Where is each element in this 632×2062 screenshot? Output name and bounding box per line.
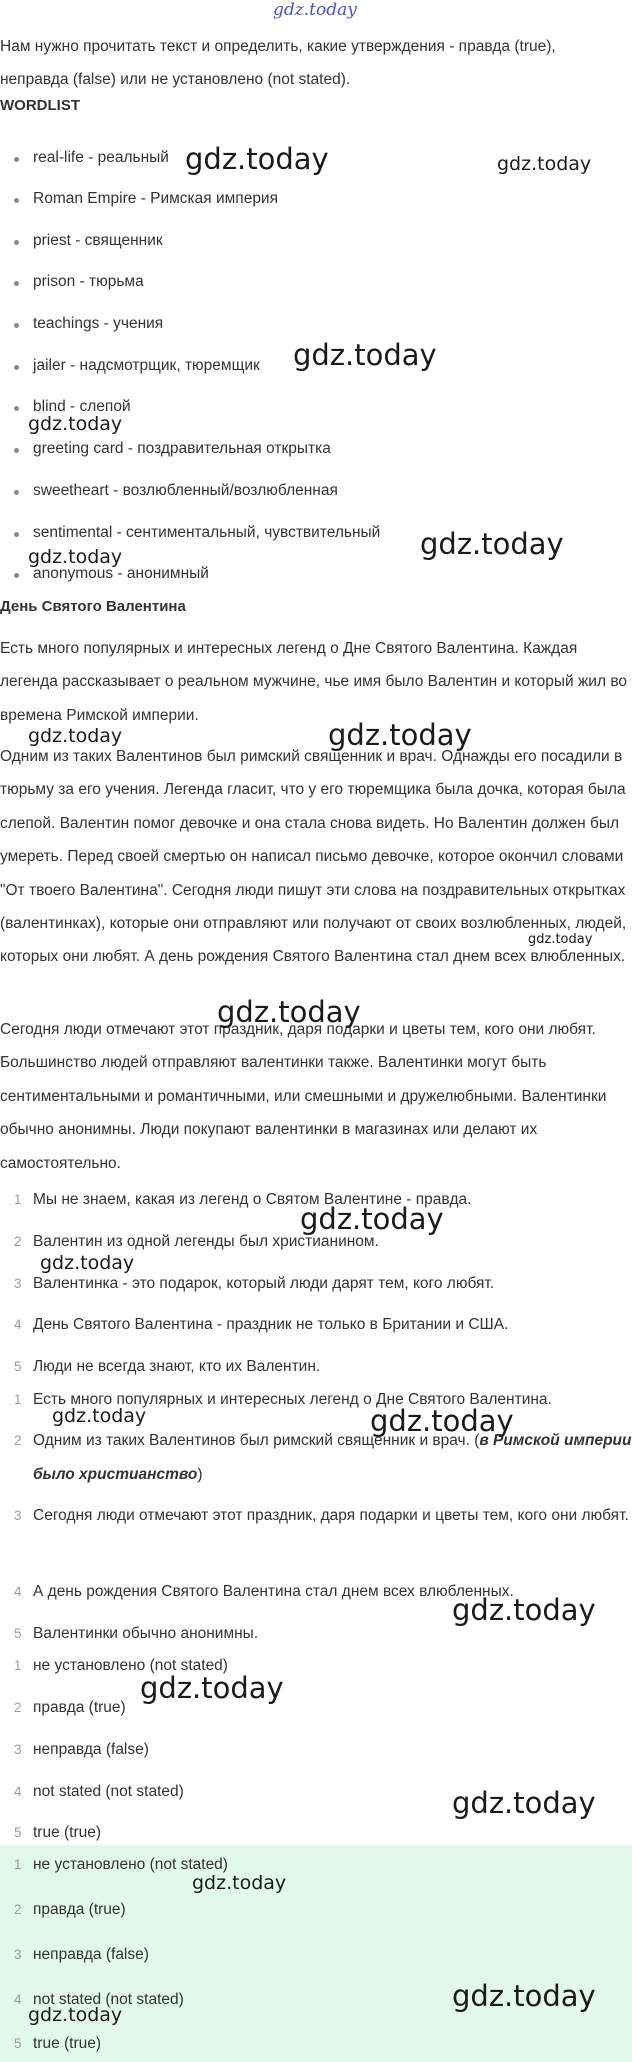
item-text: Сегодня люди отмечают этот праздник, даря подарки и цветы тем, кого они любят.	[33, 1507, 629, 1524]
watermark: gdz.today	[28, 413, 123, 435]
item-number: 2	[14, 1902, 22, 1917]
list-item	[0, 1575, 632, 1609]
item-number: 5	[14, 1626, 22, 1641]
watermark: gdz.today	[293, 338, 437, 372]
watermark: gdz.today	[328, 718, 472, 752]
list-item: sweetheart - возлюбленный/возлюбленная	[0, 482, 338, 500]
item-text: неправда (false)	[33, 1741, 149, 1758]
item-text: not stated (not stated)	[33, 1991, 184, 2008]
item-text: true (true)	[33, 1824, 102, 1841]
watermark: gdz.today	[28, 725, 123, 747]
list-item: teachings - учения	[0, 315, 163, 333]
list-item	[0, 1499, 632, 1533]
list-item	[0, 1983, 632, 2017]
watermark: gdz.today	[452, 1786, 596, 1820]
watermark: gdz.today	[28, 546, 123, 568]
item-number: 1	[14, 1392, 22, 1407]
list-item: anonymous - анонимный	[0, 565, 209, 583]
item-number: 4	[14, 1317, 22, 1332]
item-number: 1	[14, 1857, 22, 1872]
list-item: prison - тюрьма	[0, 273, 144, 291]
wordlist-title: WORDLIST	[0, 97, 80, 114]
watermark: gdz.today	[497, 153, 592, 175]
item-text: неправда (false)	[33, 1946, 149, 1963]
item-text: Одним из таких Валентинов был римский священник и врач. (	[33, 1432, 480, 1449]
list-item: blind - слепой	[0, 398, 131, 416]
list-item	[0, 1617, 632, 1651]
list-item: jailer - надсмотрщик, тюремщик	[0, 357, 260, 375]
item-text: Валентин из одной легенды был христианином.	[33, 1233, 379, 1250]
item-number: 5	[14, 1825, 22, 1840]
paragraph: Есть много популярных и интересных легенд о Дне Святого Валентина. Каждая легенда рассказывает о реальном мужчине, чье имя было Валентин и который жил во времена Римской империи.	[0, 640, 627, 724]
list-item	[0, 1775, 632, 1809]
item-text: Люди не всегда знают, кто их Валентин.	[33, 1358, 321, 1375]
item-number: 3	[14, 1742, 22, 1757]
list-item	[0, 1183, 632, 1217]
watermark: gdz.today	[452, 1979, 596, 2013]
list-item: greeting card - поздравительная открытка	[0, 440, 331, 458]
item-number: 2	[14, 1433, 22, 1448]
paragraph: Одним из таких Валентинов был римский священник и врач. Однажды его посадили в тюрьму за его учения. Легенда гласит, что у его тюремщика была дочка, которая была слепой. Валентин помог девочке и она стала снова видеть. Но Валентин должен был умереть. Перед своей смертью он написал письмо девочке, которое окончил словами "От твоего Валентина". Сегодня люди пишут эти слова на поздравительных открытках (валентинках), которые они отправляют или получают от своих возлюбленных, людей, которых они любят. А день рождения Святого Валентина стал днем всех влюбленных.	[0, 748, 627, 966]
item-text-close: )	[197, 1466, 203, 1483]
list-item	[0, 1383, 632, 1417]
list-item: Roman Empire - Римская империя	[0, 190, 278, 208]
item-text: правда (true)	[33, 1901, 126, 1918]
list-item	[0, 1308, 632, 1342]
header-watermark: gdz.today	[273, 0, 357, 20]
item-number: 3	[14, 1508, 22, 1523]
watermark: gdz.today	[40, 1252, 135, 1274]
item-number: 5	[14, 1359, 22, 1374]
item-text: не установлено (not stated)	[33, 1856, 228, 1873]
item-text: не установлено (not stated)	[33, 1657, 228, 1674]
item-text: true (true)	[33, 2035, 102, 2052]
watermark: gdz.today	[52, 1405, 147, 1427]
watermark: gdz.today	[452, 1593, 596, 1627]
item-number: 1	[14, 1658, 22, 1673]
intro-text: Нам нужно прочитать текст и определить, какие утверждения - правда (true), неправда (false) или не установлено (not stated).	[0, 38, 556, 88]
item-number: 2	[14, 1700, 22, 1715]
item-number: 2	[14, 1234, 22, 1249]
watermark: gdz.today	[370, 1404, 514, 1438]
item-number: 4	[14, 1992, 22, 2007]
item-number: 5	[14, 2036, 22, 2051]
item-text: Валентинка - это подарок, который люди дарят тем, кого любят.	[33, 1275, 495, 1292]
item-text: not stated (not stated)	[33, 1783, 184, 1800]
list-item	[0, 1267, 632, 1301]
item-text: Есть много популярных и интересных легенд о Дне Святого Валентина.	[33, 1391, 552, 1408]
list-item	[0, 1691, 632, 1725]
item-number: 3	[14, 1947, 22, 1962]
item-number: 3	[14, 1276, 22, 1291]
item-number: 4	[14, 1584, 22, 1599]
item-text: Мы не знаем, какая из легенд о Святом Валентине - правда.	[33, 1191, 472, 1208]
item-text: А день рождения Святого Валентина стал днем всех влюбленных.	[33, 1583, 514, 1600]
watermark: gdz.today	[185, 142, 329, 176]
list-item	[0, 2027, 632, 2061]
list-item	[0, 1938, 632, 1972]
item-number: 4	[14, 1784, 22, 1799]
item-text: правда (true)	[33, 1699, 126, 1716]
watermark: gdz.today	[300, 1202, 444, 1236]
watermark: gdz.today	[528, 932, 593, 947]
list-item	[0, 1649, 632, 1683]
list-item	[0, 1225, 632, 1259]
watermark: gdz.today	[140, 1671, 284, 1705]
item-text: День Святого Валентина - праздник не только в Британии и США.	[33, 1316, 509, 1333]
watermark: gdz.today	[192, 1872, 287, 1894]
text-title: День Святого Валентина	[0, 598, 186, 615]
watermark: gdz.today	[217, 995, 361, 1029]
item-text: Валентинки обычно анонимны.	[33, 1625, 259, 1642]
list-item	[0, 1424, 632, 1492]
list-item: sentimental - сентиментальный, чувствительный	[0, 524, 380, 542]
list-item: real-life - реальный	[0, 149, 169, 167]
item-number: 1	[14, 1192, 22, 1207]
list-item	[0, 1893, 632, 1927]
watermark: gdz.today	[28, 2004, 123, 2026]
paragraph: Сегодня люди отмечают этот праздник, даря подарки и цветы тем, кого они любят. Большинство людей отправляют валентинки также. Валентинки могут быть сентиментальными и романтичными, или смешными и дружелюбными. Валентинки обычно анонимны. Люди покупают валентинки в магазинах или делают их самостоятельно.	[0, 1021, 607, 1172]
list-item	[0, 1733, 632, 1767]
list-item	[0, 1848, 632, 1882]
list-item: priest - священник	[0, 232, 163, 250]
watermark: gdz.today	[420, 527, 564, 561]
list-item	[0, 1350, 632, 1384]
item-note: в Римской империи было христианство	[33, 1432, 632, 1483]
